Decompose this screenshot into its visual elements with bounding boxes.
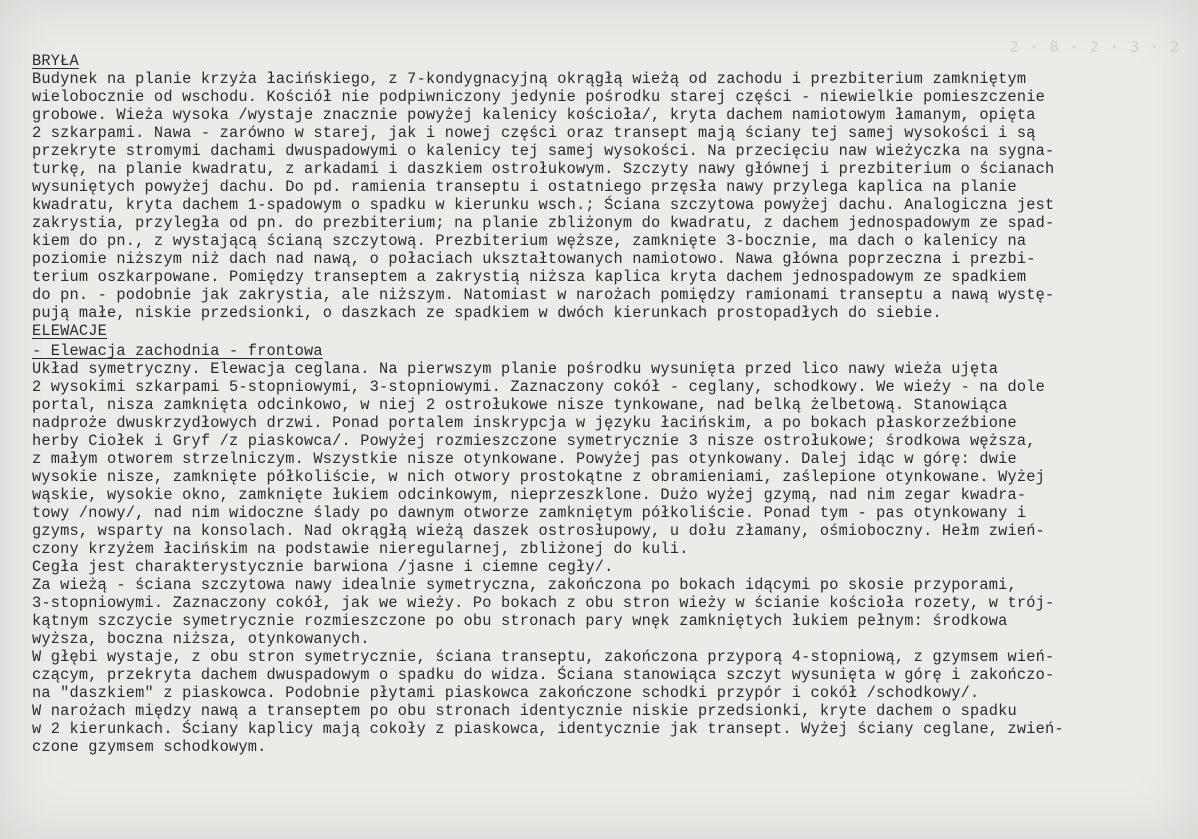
text-line: Układ symetryczny. Elewacja ceglana. Na pierwszym planie pośrodku wysunięta przed lico nawy wieża ujęta bbox=[32, 360, 999, 378]
text-line: wysokie nisze, zamknięte półkoliście, w nich otwory prostokątne z obramieniami, zaślepione otynkowane. Wyżej bbox=[32, 468, 1045, 486]
heading-elewacje: ELEWACJE bbox=[32, 322, 108, 340]
text-line: gzyms, wsparty na konsolach. Nad okrągłą wieżą daszek ostrosłupowy, u dołu złamany, ośmioboczny. Hełm zwień- bbox=[32, 522, 1045, 540]
text-line: nadproże dwuskrzydłowych drzwi. Ponad portalem inskrypcja w języku łacińskim, a po bokach płaskorzeźbione bbox=[32, 414, 1017, 432]
heading-bryla: BRYŁA bbox=[32, 52, 79, 70]
text-line: terium oszkarpowane. Pomiędzy transeptem a zakrystią niższa kaplica kryta dachem jednospadowym ze spadkiem bbox=[32, 268, 1027, 286]
text-line: 3-stopniowymi. Zaznaczony cokół, jak we wieży. Po bokach z obu stron wieży w ścianie kościoła rozety, w trój- bbox=[32, 594, 1055, 612]
bryla-section bbox=[32, 70, 1172, 322]
text-line: zakrystia, przyległa od pn. do prezbiterium; na planie zbliżonym do kwadratu, z dachem jednospadowym ze spad- bbox=[32, 214, 1055, 232]
text-line: czącym, przekryta dachem dwuspadowym o spadku do widza. Ściana stanowiąca szczyt wysunięta w górę i zakończo- bbox=[32, 666, 1055, 684]
text-line: turkę, na planie kwadratu, z arkadami i daszkiem ostrołukowym. Szczyty nawy głównej i prezbiterium o ścianach bbox=[32, 160, 1055, 178]
text-line: czone gzymsem schodkowym. bbox=[32, 738, 267, 756]
text-line: Budynek na planie krzyża łacińskiego, z 7-kondygnacyjną okrągłą wieżą od zachodu i prezbiterium zamkniętym bbox=[32, 70, 1027, 88]
text-line: kiem do pn., z wystającą ścianą szczytową. Prezbiterium węższe, zamknięte 3-bocznie, ma dach o kalenicy na bbox=[32, 232, 1027, 250]
text-line: portal, nisza zamknięta odcinkowo, w niej 2 ostrołukowe nisze tynkowane, nad belką żelbetową. Stanowiąca bbox=[32, 396, 1008, 414]
text-line: herby Ciołek i Gryf /z piaskowca/. Powyżej rozmieszczone symetrycznie 3 nisze ostrołukowe; środkowa węższa, bbox=[32, 432, 1036, 450]
text-line: Za wieżą - ściana szczytowa nawy idealnie symetryczna, zakończona po bokach idącymi po skosie przyporami, bbox=[32, 576, 1017, 594]
document-body bbox=[32, 52, 1172, 756]
text-line: towy /nowy/, nad nim widoczne ślady po dawnym otworze zamkniętym półkoliście. Ponad tym - pas otynkowany i bbox=[32, 504, 1027, 522]
text-line: poziomie niższym niż dach nad nawą, o połaciach ukształtowanych namiotowo. Nawa główna poprzeczna i prezbi- bbox=[32, 250, 1036, 268]
text-line: W głębi wystaje, z obu stron symetrycznie, ściana transeptu, zakończona przyporą 4-stopniową, z gzymsem wień- bbox=[32, 648, 1055, 666]
text-line: przekryte stromymi dachami dwuspadowymi o kalenicy tej samej wysokości. Na przecięciu naw wieżyczka na sygna- bbox=[32, 142, 1055, 160]
text-line: wyższa, boczna niższa, otynkowanych. bbox=[32, 630, 370, 648]
text-line: wąskie, wysokie okno, zamknięte łukiem odcinkowym, nieprzeszklone. Dużo wyżej gzymą, nad nim zegar kwadra- bbox=[32, 486, 1027, 504]
text-line: wielobocznie od wschodu. Kościół nie podpiwniczony jedynie pośrodku starej części - niewielkie pomieszczenie bbox=[32, 88, 1045, 106]
text-line: pują małe, niskie przedsionki, o daszkach ze spadkiem w dwóch kierunkach prostopadłych do siebie. bbox=[32, 304, 942, 322]
text-line: czony krzyżem łacińskim na podstawie nieregularnej, zbliżonej do kuli. bbox=[32, 540, 689, 558]
text-line: Cegła jest charakterystycznie barwiona /jasne i ciemne cegły/. bbox=[32, 558, 614, 576]
text-line: do pn. - podobnie jak zakrystia, ale niższym. Natomiast w narożach pomiędzy ramionami transeptu a nawą wystę- bbox=[32, 286, 1055, 304]
text-line: kwadratu, kryta dachem 1-spadowym o spadku w kierunku wsch.; Ściana szczytowa powyżej dachu. Analogiczna jest bbox=[32, 196, 1055, 214]
bleed-through-text: 2 · 8 · 2 · 3 · 2 bbox=[1009, 38, 1180, 56]
elewacje-section bbox=[32, 360, 1172, 756]
text-line: 2 wysokimi szkarpami 5-stopniowymi, 3-stopniowymi. Zaznaczony cokół - ceglany, schodkowy. We wieży - na dole bbox=[32, 378, 1045, 396]
text-line: kątnym szczycie symetrycznie rozmieszczone po obu stronach pary wnęk zamkniętych łukiem pełnym: środkowa bbox=[32, 612, 1008, 630]
text-line: grobowe. Wieża wysoka /wystaje znacznie powyżej kalenicy kościoła/, kryta dachem namiotowym łamanym, opięta bbox=[32, 106, 1036, 124]
text-line: z małym otworem strzelniczym. Wszystkie nisze otynkowane. Powyżej pas otynkowany. Dalej idąc w górę: dwie bbox=[32, 450, 1017, 468]
text-line: W narożach między nawą a transeptem po obu stronach identycznie niskie przedsionki, kryte dachem o spadku bbox=[32, 702, 1017, 720]
text-line: w 2 kierunkach. Ściany kaplicy mają cokoły z piaskowca, identycznie jak transept. Wyżej ściany ceglane, zwień- bbox=[32, 720, 1064, 738]
subheading-elewacja-zachodnia: - Elewacja zachodnia - frontowa bbox=[32, 342, 323, 360]
text-line: wysuniętych powyżej dachu. Do pd. ramienia transeptu i ostatniego przęsła nawy przylega kaplica na planie bbox=[32, 178, 1017, 196]
text-line: 2 szkarpami. Nawa - zarówno w starej, jak i nowej części oraz transept mają ściany tej samej wysokości i są bbox=[32, 124, 1036, 142]
text-line: na "daszkiem" z piaskowca. Podobnie płytami piaskowca zakończone schodki przypór i cokół /schodkowy/. bbox=[32, 684, 980, 702]
